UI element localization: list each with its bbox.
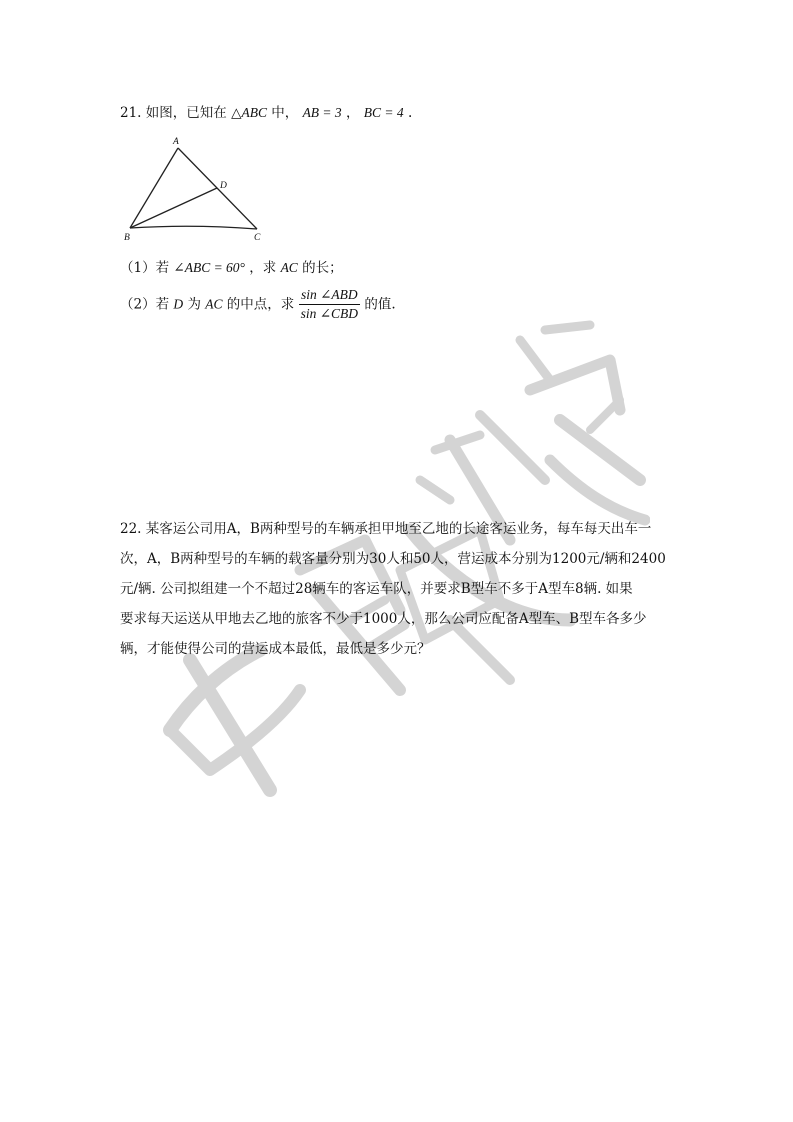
triangle-figure [118, 132, 278, 244]
part2-middle2: 的中点，求 [226, 296, 295, 313]
q22-line-1: 22. 某客运公司用A，B两种型号的车辆承担甲地至乙地的长途客运业务，每车每天出车一 [120, 521, 652, 537]
q21-sep: ， [345, 105, 360, 121]
side-ab [130, 148, 178, 228]
segment-bd [130, 188, 217, 228]
label-b: B [124, 233, 130, 243]
q22-line-2: 次，A，B两种型号的车辆的载客量分别为30人和50人，营运成本分别为1200元/辆和2400 [120, 551, 666, 567]
q22-line-4: 要求每天运送从甲地去乙地的旅客不少于1000人，那么公司应配备A型车、B型车各多少 [120, 611, 647, 627]
part2-prefix: （2）若 [120, 296, 170, 313]
q21-triangle: △ABC [231, 105, 267, 120]
q21-number: 21. [120, 105, 142, 121]
q21-statement [120, 104, 412, 122]
label-c: C [254, 233, 261, 243]
q22-line-5: 辆，才能使得公司的营运成本最低，最低是多少元？ [120, 641, 431, 657]
q21-part2 [120, 286, 396, 323]
q21-bc: BC = 4 [363, 105, 404, 120]
q21-lead: 如图，已知在 [145, 105, 227, 121]
q21-mid: 中， [271, 105, 299, 121]
q21-ab: AB = 3 [302, 105, 342, 120]
part1-angle: ∠ABC = 60° [173, 260, 245, 275]
part1-ac: AC [280, 260, 298, 275]
watermark [150, 320, 650, 820]
part2-d: D [173, 296, 184, 312]
side-ac [178, 148, 257, 229]
q21-part1 [120, 259, 343, 277]
part1-prefix: （1）若 [120, 260, 170, 276]
fraction-numerator: sin ∠ABD [299, 286, 360, 305]
label-a: A [173, 137, 179, 147]
part2-suffix: 的值. [364, 296, 396, 313]
q22-line-3: 元/辆. 公司拟组建一个不超过28辆车的客运车队，并要求B型车不多于A型车8辆. 如果 [120, 581, 633, 597]
q21-end: . [407, 105, 413, 121]
sine-ratio-fraction [299, 286, 360, 323]
fraction-denominator: sin ∠CBD [300, 306, 359, 321]
part2-ac: AC [205, 296, 223, 312]
part1-middle: ，求 [249, 260, 277, 276]
side-bc [130, 226, 257, 229]
label-d: D [220, 181, 227, 191]
part2-middle: 为 [187, 296, 201, 313]
part1-suffix: 的长； [302, 260, 343, 276]
